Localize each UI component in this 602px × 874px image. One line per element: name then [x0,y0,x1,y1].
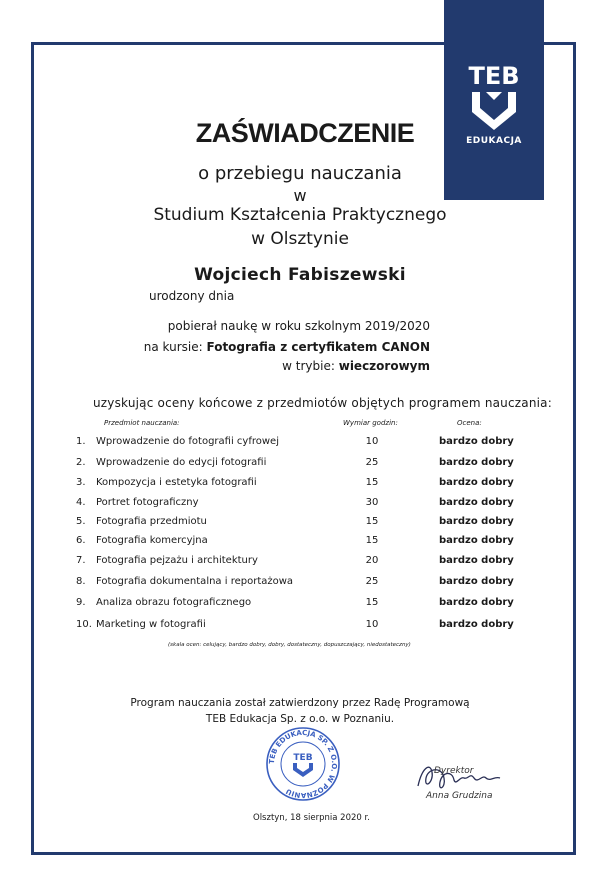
table-row [0,535,602,553]
grade-value: bardzo dobry [439,555,514,566]
document-title: ZAŚWIADCZENIE [195,118,415,148]
logo-chevron-icon [470,90,518,132]
table-row [0,497,602,515]
director-signature [408,758,508,794]
subject-name: Wprowadzenie do edycji fotografii [96,457,267,468]
grade-value: bardzo dobry [439,457,514,468]
grade-value: bardzo dobry [439,576,514,587]
program-approval-line2: TEB Edukacja Sp. z o.o. w Poznaniu. [205,713,395,725]
subject-name: Analiza obrazu fotograficznego [96,597,252,608]
hours-value: 15 [365,516,379,527]
row-number: 10. [76,619,92,630]
official-stamp [265,726,341,802]
row-number: 3. [76,477,86,488]
hours-value: 15 [365,477,379,488]
grade-value: bardzo dobry [439,619,514,630]
table-row [0,516,602,534]
table-row [0,576,602,594]
course-name: Fotografia z certyfikatem CANON [206,340,430,354]
director-name: Anna Grudzina [426,791,493,801]
row-number: 6. [76,535,86,546]
logo-brand: TEB [468,62,520,90]
subject-name: Fotografia komercyjna [96,535,208,546]
logo-division: EDUKACJA [466,136,522,146]
mode-line [282,359,430,373]
subject-name: Fotografia pejzażu i architektury [96,555,258,566]
subject-name: Wprowadzenie do fotografii cyfrowej [96,436,279,447]
course-line [144,340,430,354]
table-row [0,597,602,615]
school-year-line: pobierał naukę w roku szkolnym 2019/2020 [167,319,430,333]
student-name: Wojciech Fabiszewski [194,265,406,285]
grade-value: bardzo dobry [439,597,514,608]
mode-label: w trybie: [282,359,335,373]
hours-value: 20 [365,555,379,566]
header-grade: Ocena: [457,419,482,427]
hours-value: 10 [365,436,379,447]
grading-scale-note: (skala ocen: celujący, bardzo dobry, dobry, dostateczny, dopuszczający, niedostateczny) [168,642,411,648]
table-row [0,619,602,637]
subject-name: Marketing w fotografii [96,619,206,630]
hours-value: 15 [365,597,379,608]
row-number: 4. [76,497,86,508]
hours-value: 15 [365,535,379,546]
subject-name: Portret fotograficzny [96,497,199,508]
table-row [0,555,602,573]
row-number: 9. [76,597,86,608]
subject-name: Fotografia dokumentalna i reportażowa [96,576,294,587]
table-row [0,477,602,495]
row-number: 8. [76,576,86,587]
grade-value: bardzo dobry [439,436,514,447]
grade-value: bardzo dobry [439,516,514,527]
stamp-logo-brand: TEB [293,753,313,763]
program-approval-line1: Program nauczania został zatwierdzony przez Radę Programową [130,697,470,709]
place-and-date: Olsztyn, 18 sierpnia 2020 r. [253,813,370,823]
subject-name: Kompozycja i estetyka fotografii [96,477,257,488]
table-row [0,457,602,475]
grade-value: bardzo dobry [439,535,514,546]
hours-value: 30 [365,497,379,508]
row-number: 2. [76,457,86,468]
school-name: Studium Kształcenia Praktycznego [153,205,447,225]
subject-name: Fotografia przedmiotu [96,516,207,527]
hours-value: 10 [365,619,379,630]
hours-value: 25 [365,576,379,587]
mode-value: wieczorowym [338,359,430,373]
row-number: 1. [76,436,86,447]
grade-value: bardzo dobry [439,477,514,488]
grade-value: bardzo dobry [439,497,514,508]
born-label: urodzony dnia [149,289,235,303]
grades-intro: uzyskując oceny końcowe z przedmiotów objętych programem nauczania: [93,396,552,410]
svg-text:TEB EDUKACJA SP. Z O.O. W POZN [268,729,338,799]
document-subtitle: o przebiegu nauczania [198,163,402,184]
table-row [0,436,602,454]
stamp-text: TEB EDUKACJA SP. Z O.O. W POZNANIU [267,728,339,800]
row-number: 5. [76,516,86,527]
director-label: Dyrektor [434,766,474,776]
header-subject: Przedmiot nauczania: [104,419,180,427]
preposition: w [293,186,307,205]
hours-value: 25 [365,457,379,468]
course-label: na kursie: [143,340,203,354]
header-hours: Wymiar godzin: [343,419,398,427]
row-number: 7. [76,555,86,566]
school-location: w Olsztynie [251,229,349,249]
